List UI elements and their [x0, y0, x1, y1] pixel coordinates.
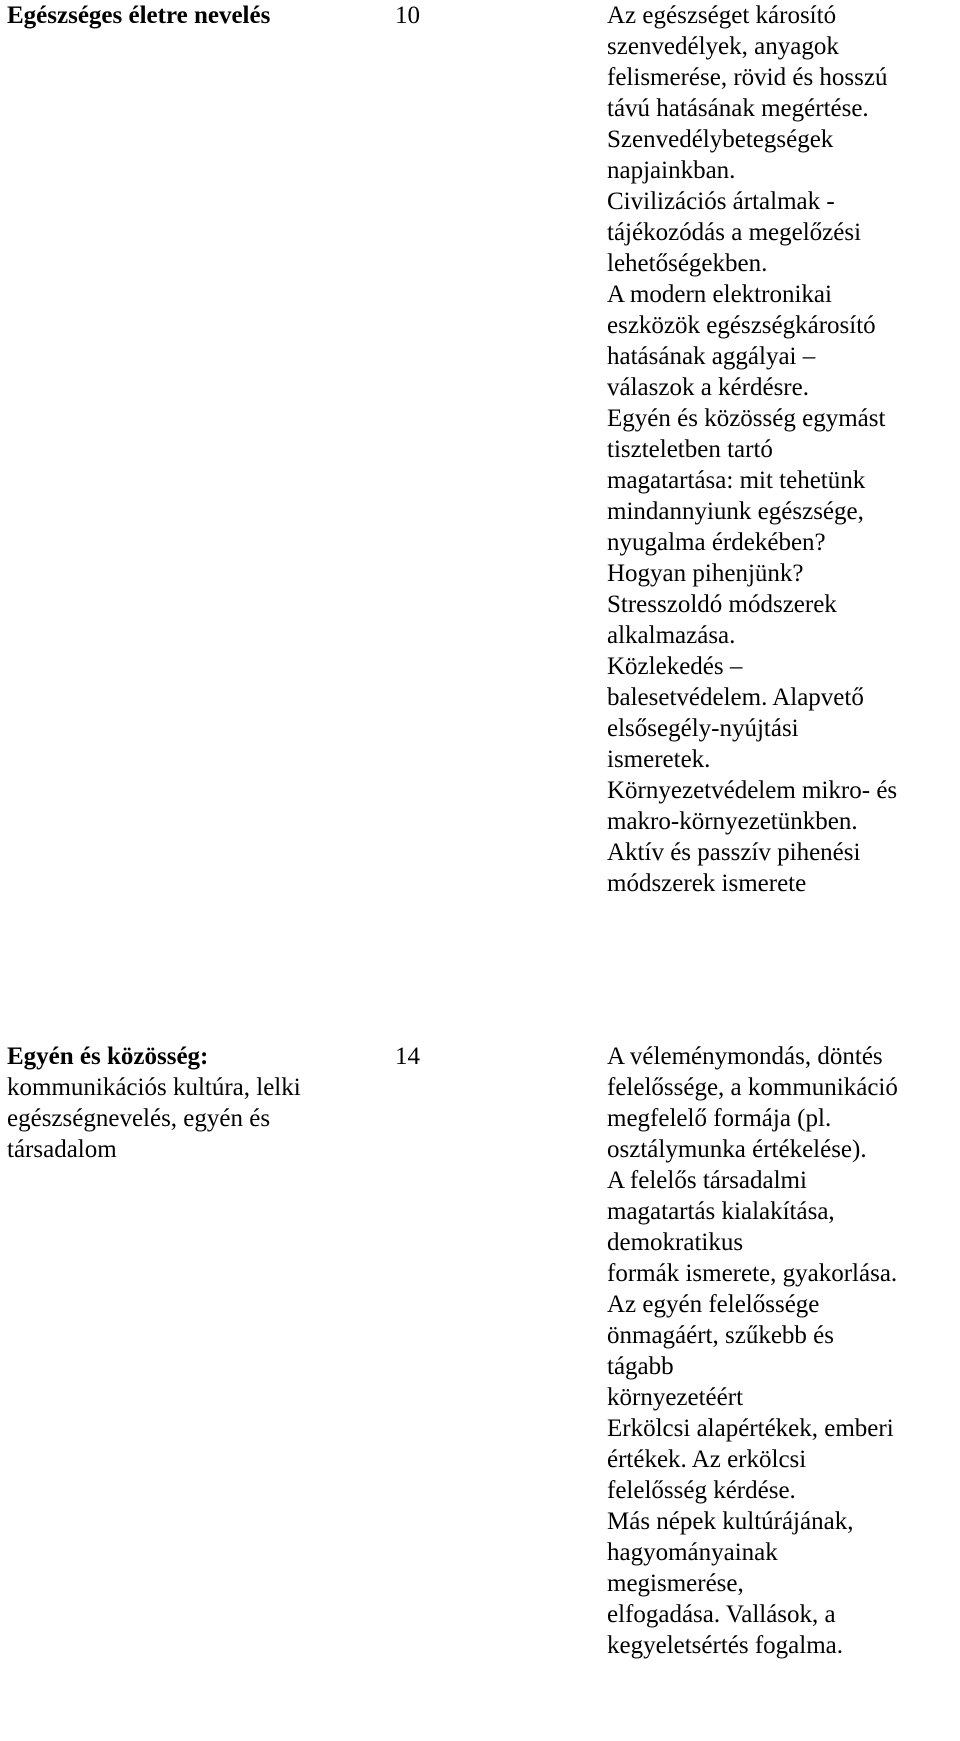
text-line: felelősség kérdése. — [607, 1477, 796, 1504]
text-line: alkalmazása. — [607, 622, 736, 649]
content-cell — [607, 1041, 957, 1661]
topic-cell — [7, 1041, 362, 1165]
text-line: Hogyan pihenjünk? — [607, 560, 804, 587]
text-line: elsősegély-nyújtási — [607, 715, 799, 742]
text-line: válaszok a kérdésre. — [607, 374, 809, 401]
text-line: demokratikus — [607, 1229, 744, 1256]
text-line: Stresszoldó módszerek — [607, 591, 837, 618]
text-line: A modern elektronikai — [607, 281, 832, 308]
text-line: mindannyiunk egészsége, — [607, 498, 864, 525]
topic-title: Egészséges életre nevelés — [7, 2, 271, 29]
topic-cell — [7, 0, 362, 31]
topic-title: Egyén és közösség: — [7, 1043, 209, 1070]
text-line: formák ismerete, gyakorlása. — [607, 1260, 898, 1287]
text-line: szenvedélyek, anyagok — [607, 33, 839, 60]
text-line: önmagáért, szűkebb és — [607, 1322, 835, 1349]
text-line: osztálymunka értékelése). — [607, 1136, 867, 1163]
text-line: Erkölcsi alapértékek, emberi — [607, 1415, 894, 1442]
text-line: Szenvedélybetegségek — [607, 126, 834, 153]
text-line: távú hatásának megértése. — [607, 95, 869, 122]
text-line: egészségnevelés, egyén és — [7, 1105, 271, 1132]
text-line: A felelős társadalmi — [607, 1167, 807, 1194]
text-line: kegyeletsértés fogalma. — [607, 1632, 844, 1659]
text-line: megismerése, — [607, 1570, 744, 1597]
text-line: A véleménymondás, döntés — [607, 1043, 883, 1070]
text-line: eszközök egészségkárosító — [607, 312, 876, 339]
text-line: makro-környezetünkben. — [607, 808, 858, 835]
text-line: hagyományainak — [607, 1539, 778, 1566]
text-line: felismerése, rövid és hosszú — [607, 64, 888, 91]
text-line: elfogadása. Vallások, a — [607, 1601, 836, 1628]
text-line: tiszteletben tartó — [607, 436, 773, 463]
text-line: Egyén és közösség egymást — [607, 405, 886, 432]
text-line: tájékozódás a megelőzési — [607, 219, 862, 246]
text-line: Környezetvédelem mikro- és — [607, 777, 898, 804]
text-line: magatartása: mit tehetünk — [607, 467, 866, 494]
text-line: megfelelő formája (pl. — [607, 1105, 832, 1132]
text-line: kommunikációs kultúra, lelki — [7, 1074, 301, 1101]
text-line: ismeretek. — [607, 746, 711, 773]
text-line: magatartás kialakítása, — [607, 1198, 835, 1225]
text-line: lehetőségekben. — [607, 250, 768, 277]
text-line: módszerek ismerete — [607, 870, 807, 897]
text-line: napjainkban. — [607, 157, 736, 184]
text-line: társadalom — [7, 1136, 117, 1163]
text-line: Közlekedés – — [607, 653, 743, 680]
text-line: Más népek kultúrájának, — [607, 1508, 854, 1535]
hours-cell: 10 — [395, 2, 420, 29]
text-line: értékek. Az erkölcsi — [607, 1446, 807, 1473]
text-line: felelőssége, a kommunikáció — [607, 1074, 898, 1101]
hours-cell: 14 — [395, 1043, 420, 1070]
text-line: Az egészséget károsító — [607, 2, 837, 29]
text-line: környezetéért — [607, 1384, 744, 1411]
text-line: tágabb — [607, 1353, 674, 1380]
text-line: Civilizációs ártalmak - — [607, 188, 835, 215]
text-line: nyugalma érdekében? — [607, 529, 826, 556]
text-line: Az egyén felelőssége — [607, 1291, 820, 1318]
text-line: Aktív és passzív pihenési — [607, 839, 861, 866]
topic-description — [7, 1072, 362, 1165]
content-cell — [607, 0, 957, 899]
text-line: balesetvédelem. Alapvető — [607, 684, 864, 711]
text-line: hatásának aggályai – — [607, 343, 816, 370]
